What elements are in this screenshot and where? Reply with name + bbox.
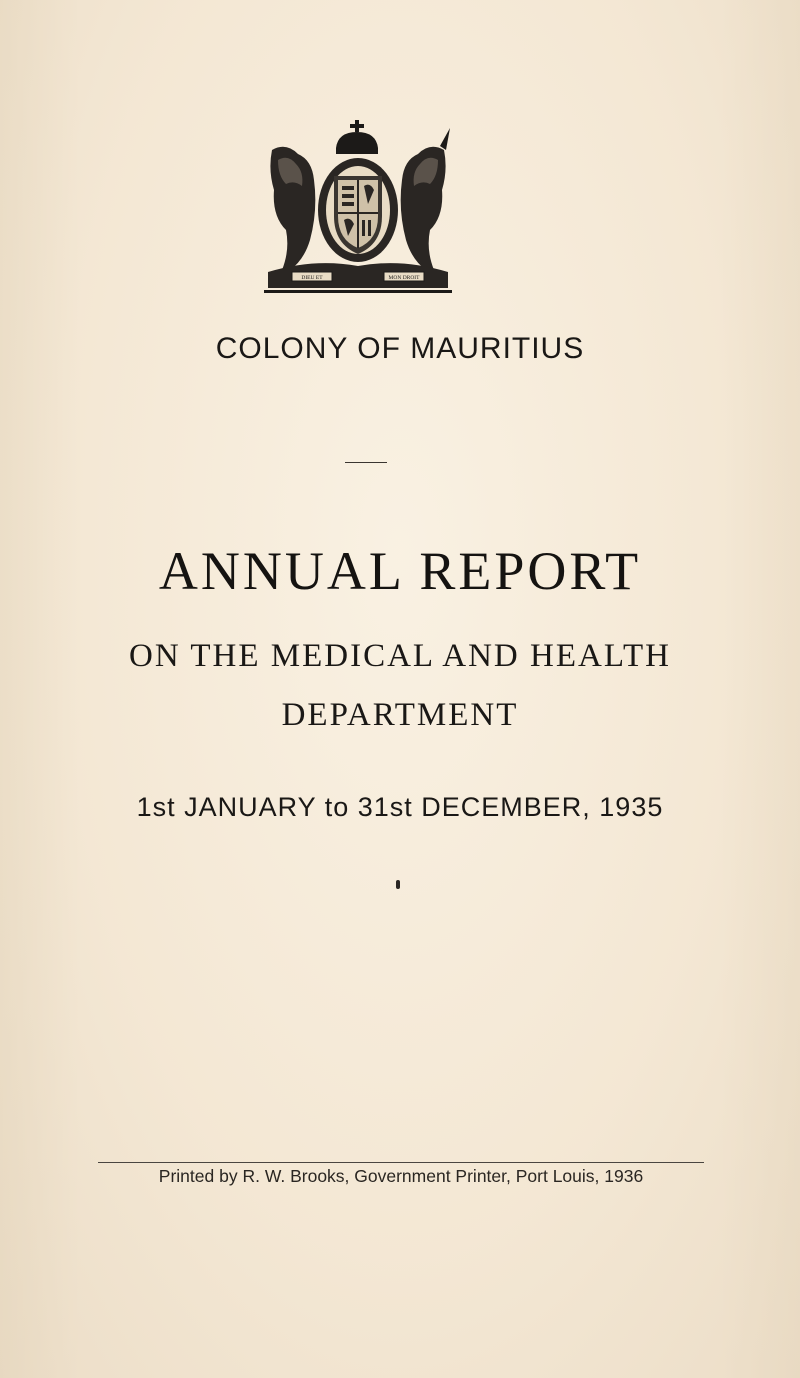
- footer-rule: [98, 1162, 704, 1163]
- divider-rule: [345, 462, 387, 463]
- report-subtitle-line-1: ON THE MEDICAL AND HEALTH: [129, 638, 671, 674]
- colony-title: COLONY OF MAURITIUS: [215, 332, 585, 365]
- report-subtitle-line-2: DEPARTMENT: [281, 697, 519, 733]
- report-title: ANNUAL REPORT: [158, 541, 642, 601]
- report-period: 1st JANUARY to 31st DECEMBER, 1935: [136, 792, 664, 822]
- motto-left-text: DIEU ET: [301, 275, 323, 281]
- ink-dot: [396, 880, 400, 889]
- motto-right-text: MON DROIT: [388, 275, 420, 281]
- printer-imprint: Printed by R. W. Brooks, Government Printer, Port Louis, 1936: [158, 1166, 644, 1186]
- coat-of-arms-emblem: [264, 120, 452, 296]
